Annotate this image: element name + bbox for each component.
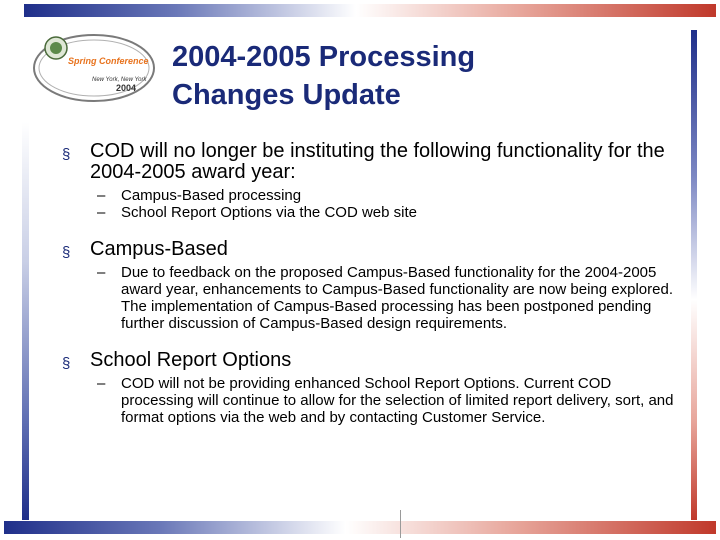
top-border-bar xyxy=(24,4,716,17)
bullet-marker: § xyxy=(62,355,71,372)
dash-marker: – xyxy=(97,264,106,281)
dash-marker: – xyxy=(97,187,106,204)
logo-location: New York, New York xyxy=(92,77,147,83)
bullet-text: Campus-Based xyxy=(90,238,228,260)
left-border-bar xyxy=(22,122,29,520)
footer-divider xyxy=(400,510,401,538)
sub-text: Campus-Based processing xyxy=(121,187,302,204)
title-line-1: 2004-2005 Processing xyxy=(172,41,476,73)
sub-item xyxy=(62,204,682,221)
sub-text: School Report Options via the COD web site xyxy=(121,204,417,221)
bullet-text: School Report Options xyxy=(90,349,292,371)
sub-text: Due to feedback on the proposed Campus-Based functionality for the 2004-2005 award year, enhancements to Campus-Based functionality are now being explored. The implementation of Campus-Based processing has been postponed pending further discussion of Campus-Based design requirements. xyxy=(121,264,673,332)
bullet-marker: § xyxy=(62,244,71,261)
dash-marker: – xyxy=(97,375,106,392)
logo-name: Spring Conference xyxy=(68,56,149,66)
sub-item xyxy=(62,375,682,426)
title-line-2: Changes Update xyxy=(172,79,401,111)
bottom-border-bar xyxy=(4,521,716,534)
logo-year: 2004 xyxy=(116,83,137,93)
bullet-cod-functionality xyxy=(62,141,682,183)
page-title xyxy=(172,38,672,114)
bullet-campus-based xyxy=(62,239,682,260)
sub-item xyxy=(62,187,682,204)
sub-item xyxy=(62,264,682,332)
right-border-bar xyxy=(691,30,697,520)
conference-logo xyxy=(30,28,162,106)
slide-content xyxy=(62,141,682,426)
bullet-school-report-options xyxy=(62,350,682,371)
bullet-marker: § xyxy=(62,146,71,163)
bullet-text: COD will no longer be instituting the following functionality for the 2004-2005 award year: xyxy=(90,140,665,183)
sub-text: COD will not be providing enhanced School Report Options. Current COD processing will continue to allow for the selection of limited report delivery, sort, and format options via the web and by contacting Customer Service. xyxy=(121,375,674,426)
dash-marker: – xyxy=(97,204,106,221)
seal-icon xyxy=(45,37,67,59)
